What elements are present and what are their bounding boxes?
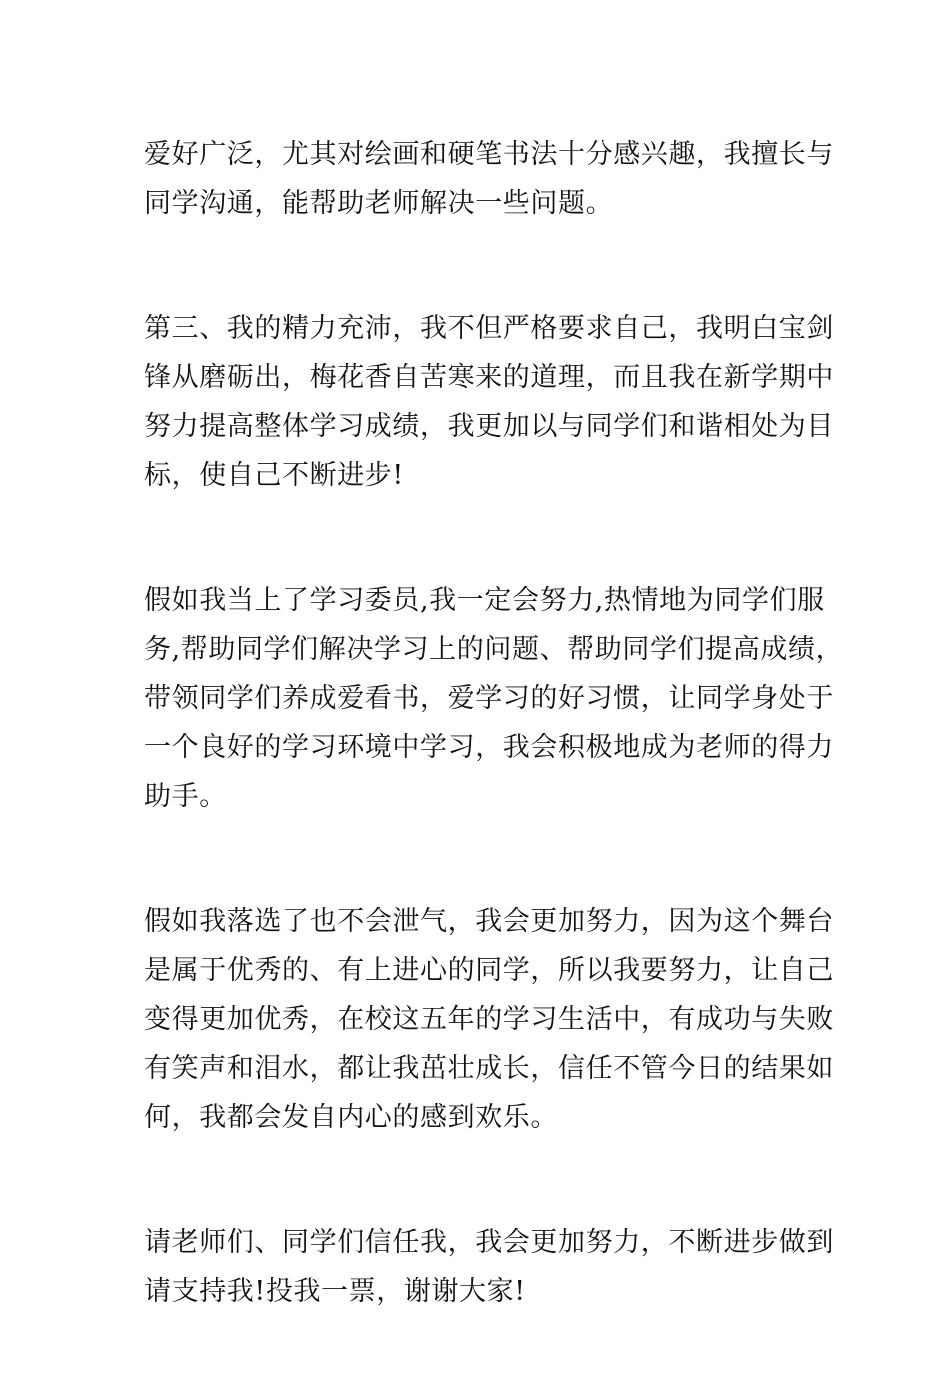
text-line: 爱好广泛，尤其对绘画和硬笔书法十分感兴趣，我擅长与 — [144, 139, 834, 170]
text-line: 是属于优秀的、有上进心的同学，所以我要努力，让自己 — [144, 955, 834, 986]
text-line: 变得更加优秀，在校这五年的学习生活中，有成功与失败 — [144, 1004, 834, 1035]
paragraph-closing — [144, 1218, 834, 1316]
text-line: 一个良好的学习环境中学习，我会积极地成为老师的得力 — [144, 732, 834, 763]
text-line: 假如我当上了学习委员,我一定会努力,热情地为同学们服 — [144, 585, 825, 616]
paragraph-if-not-elected — [144, 897, 834, 1142]
text-line: 何，我都会发自内心的感到欢乐。 — [144, 1102, 558, 1133]
text-line: 第三、我的精力充沛，我不但严格要求自己，我明白宝剑 — [144, 313, 834, 344]
document-body — [144, 130, 844, 1392]
text-line: 有笑声和泪水，都让我茁壮成长，信任不管今日的结果如 — [144, 1053, 834, 1084]
text-line: 锋从磨砺出，梅花香自苦寒来的道理，而且我在新学期中 — [144, 362, 834, 393]
text-line: 务,帮助同学们解决学习上的问题、帮助同学们提高成绩， — [144, 634, 844, 665]
paragraph-interests — [144, 130, 834, 228]
text-line: 请老师们、同学们信任我，我会更加努力，不断进步做到 — [144, 1227, 834, 1258]
text-line: 标，使自己不断进步! — [144, 460, 404, 491]
text-line: 假如我落选了也不会泄气，我会更加努力，因为这个舞台 — [144, 906, 834, 937]
text-line: 带领同学们养成爱看书，爱学习的好习惯，让同学身处于 — [144, 683, 834, 714]
text-line: 请支持我!投我一票，谢谢大家! — [144, 1276, 526, 1307]
paragraph-third-point — [144, 304, 834, 500]
paragraph-if-elected — [144, 576, 844, 821]
text-line: 努力提高整体学习成绩，我更加以与同学们和谐相处为目 — [144, 411, 834, 442]
text-line: 助手。 — [144, 781, 227, 812]
text-line: 同学沟通，能帮助老师解决一些问题。 — [144, 188, 614, 219]
